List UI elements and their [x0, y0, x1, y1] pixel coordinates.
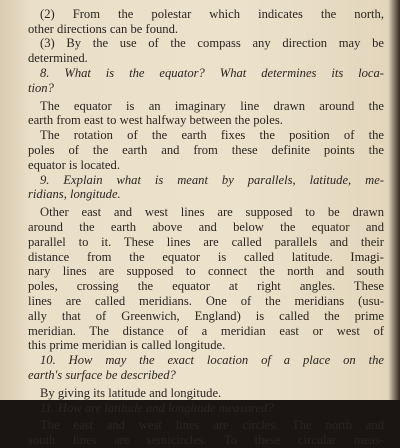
- text-line: around the earth above and below the equator and: [28, 219, 384, 234]
- text-line: ally that of Greenwich, England) is called the prime: [28, 308, 384, 323]
- text-line: south lines are semicircles. To these circular meas-: [28, 433, 384, 448]
- question-line: earth's surface be described?: [28, 367, 176, 382]
- text-line: poles, crossing the equator at right angles. These: [28, 279, 384, 294]
- question-line: ridians, longitude.: [28, 187, 121, 202]
- page-edge-shadow: [388, 0, 400, 400]
- question-line: tion?: [28, 80, 54, 95]
- text-line: parallel to it. These lines are called parallels and their: [28, 234, 384, 249]
- text-line: equator is located.: [28, 157, 120, 172]
- text-line: The east and west lines are circles. The north and: [40, 418, 384, 433]
- text-line: Other east and west lines are supposed to be drawn: [40, 205, 384, 220]
- text-line: [28, 0, 384, 7]
- text-line: this prime meridian is called longitude.: [28, 338, 226, 353]
- text-line: By giving its latitude and longitude.: [40, 385, 222, 400]
- text-line: nary lines are supposed to connect the north and south: [28, 264, 384, 279]
- text-line: meridian. The distance of a meridian east or west of: [28, 323, 384, 338]
- text-line: lines are called meridians. One of the meridians (usu-: [28, 293, 384, 308]
- question-line: 11. How are latitude and longitude measured?: [40, 400, 274, 415]
- text-line: earth from east to west halfway between the poles.: [28, 113, 283, 128]
- question-line: 8. What is the equator? What determines its loca-: [40, 65, 384, 80]
- text-line: (2) From the polestar which indicates the north,: [40, 6, 384, 21]
- text-line: (3) By the use of the compass any direction may be: [40, 36, 384, 51]
- text-line: determined.: [28, 51, 88, 66]
- text-line: distance from the equator is called latitude. Imagi-: [28, 249, 384, 264]
- text-line: poles of the earth and from these definite points the: [28, 142, 384, 157]
- question-line: 9. Explain what is meant by parallels, latitude, me-: [40, 172, 384, 187]
- text-line: The equator is an imaginary line drawn around the: [40, 98, 384, 113]
- page-text: [28, 0, 384, 448]
- question-line: 10. How may the exact location of a place on the: [40, 353, 384, 368]
- text-line: other directions can be found.: [28, 21, 179, 36]
- text-line: The rotation of the earth fixes the position of the: [40, 128, 384, 143]
